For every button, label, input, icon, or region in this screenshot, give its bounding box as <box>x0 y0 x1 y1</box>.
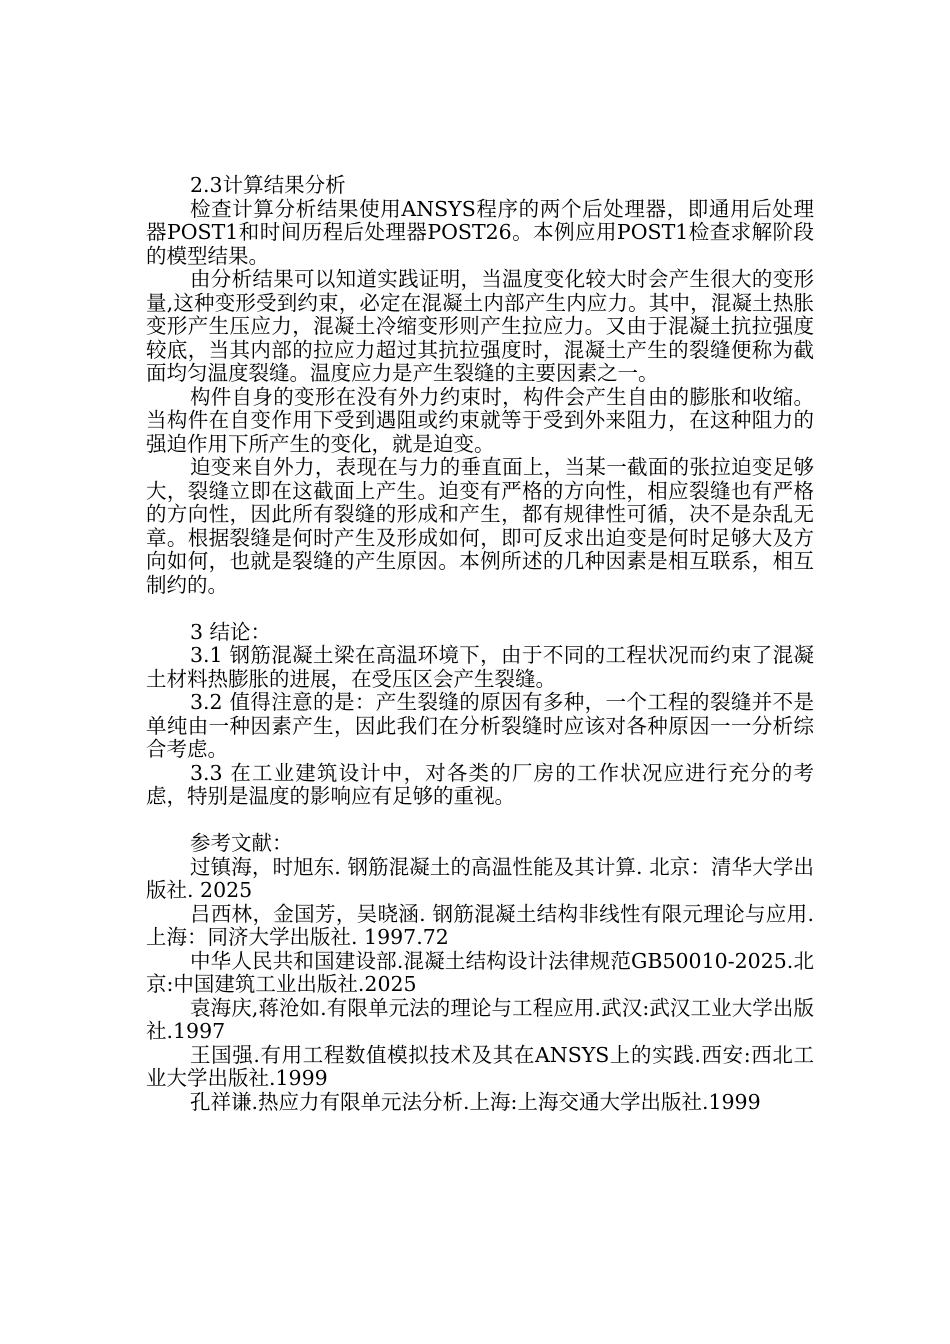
references-heading: 参考文献： <box>190 831 293 855</box>
conclusion-item: 3.1 钢筋混凝土梁在高温环境下，由于不同的工程状况而约束了混凝土材料热膨胀的进展，在受压区会产生裂缝。 <box>146 643 814 691</box>
paragraph: 检查计算分析结果使用ANSYS程序的两个后处理器，即通用后处理器POST1和时间历程后处理器POST26。本例应用POST1检查求解阶段的模型结果。 <box>146 196 814 268</box>
spacer <box>146 809 814 833</box>
section-heading-3: 3 结论： <box>190 619 272 644</box>
reference-item: 王国强.有用工程数值模拟技术及其在ANSYS上的实践.西安:西北工业大学出版社.1999 <box>146 1042 814 1090</box>
spacer <box>146 597 814 621</box>
reference-item: 吕西林，金国芳，吴晓涵. 钢筋混凝土结构非线性有限元理论与应用. 上海：同济大学出版社. 1997.72 <box>146 901 821 949</box>
document-body <box>146 173 821 1114</box>
paragraph: 构件自身的变形在没有外力约束时，构件会产生自由的膨胀和收缩。当构件在自变作用下受到遇阻或约束就等于受到外来阻力，在这种阻力的强迫作用下所产生的变化，就是迫变。 <box>146 384 814 456</box>
conclusion-item: 3.2 值得注意的是：产生裂缝的原因有多种，一个工程的裂缝并不是单纯由一种因素产生，因此我们在分析裂缝时应该对各种原因一一分析综合考虑。 <box>146 690 814 761</box>
paragraph: 由分析结果可以知道实践证明，当温度变化较大时会产生很大的变形量,这种变形受到约束，必定在混凝土内部产生内应力。其中，混凝土热胀变形产生压应力，混凝土冷缩变形则产生拉应力。又由于混凝土抗拉强度较底，当其内部的拉应力超过其抗拉强度时，混凝土产生的裂缝便称为截面均匀温度裂缝。温度应力是产生裂缝的主要因素之一。 <box>146 267 814 385</box>
conclusion-item: 3.3 在工业建筑设计中，对各类的厂房的工作状况应进行充分的考虑，特别是温度的影响应有足够的重视。 <box>146 760 814 808</box>
reference-item: 孔祥谦.热应力有限单元法分析.上海:上海交通大学出版社.1999 <box>190 1089 761 1114</box>
section-heading-2-3: 2.3计算结果分析 <box>190 173 346 197</box>
reference-item: 中华人民共和国建设部.混凝土结构设计法律规范GB50010-2025.北京:中国建筑工业出版社.2025 <box>146 948 814 996</box>
reference-item: 过镇海，时旭东. 钢筋混凝土的高温性能及其计算. 北京：清华大学出版社. 2025 <box>146 854 814 902</box>
paragraph: 迫变来自外力，表现在与力的垂直面上，当某一截面的张拉迫变足够大，裂缝立即在这截面上产生。迫变有严格的方向性，相应裂缝也有严格的方向性，因此所有裂缝的形成和产生，都有规律性可循，决不是杂乱无章。根据裂缝是何时产生及形成如何，即可反求出迫变是何时足够大及方向如何，也就是裂缝的产生原因。本例所述的几种因素是相互联系，相互制约的。 <box>146 455 814 597</box>
reference-item: 袁海庆,蒋沧如.有限单元法的理论与工程应用.武汉:武汉工业大学出版社.1997 <box>146 995 814 1043</box>
